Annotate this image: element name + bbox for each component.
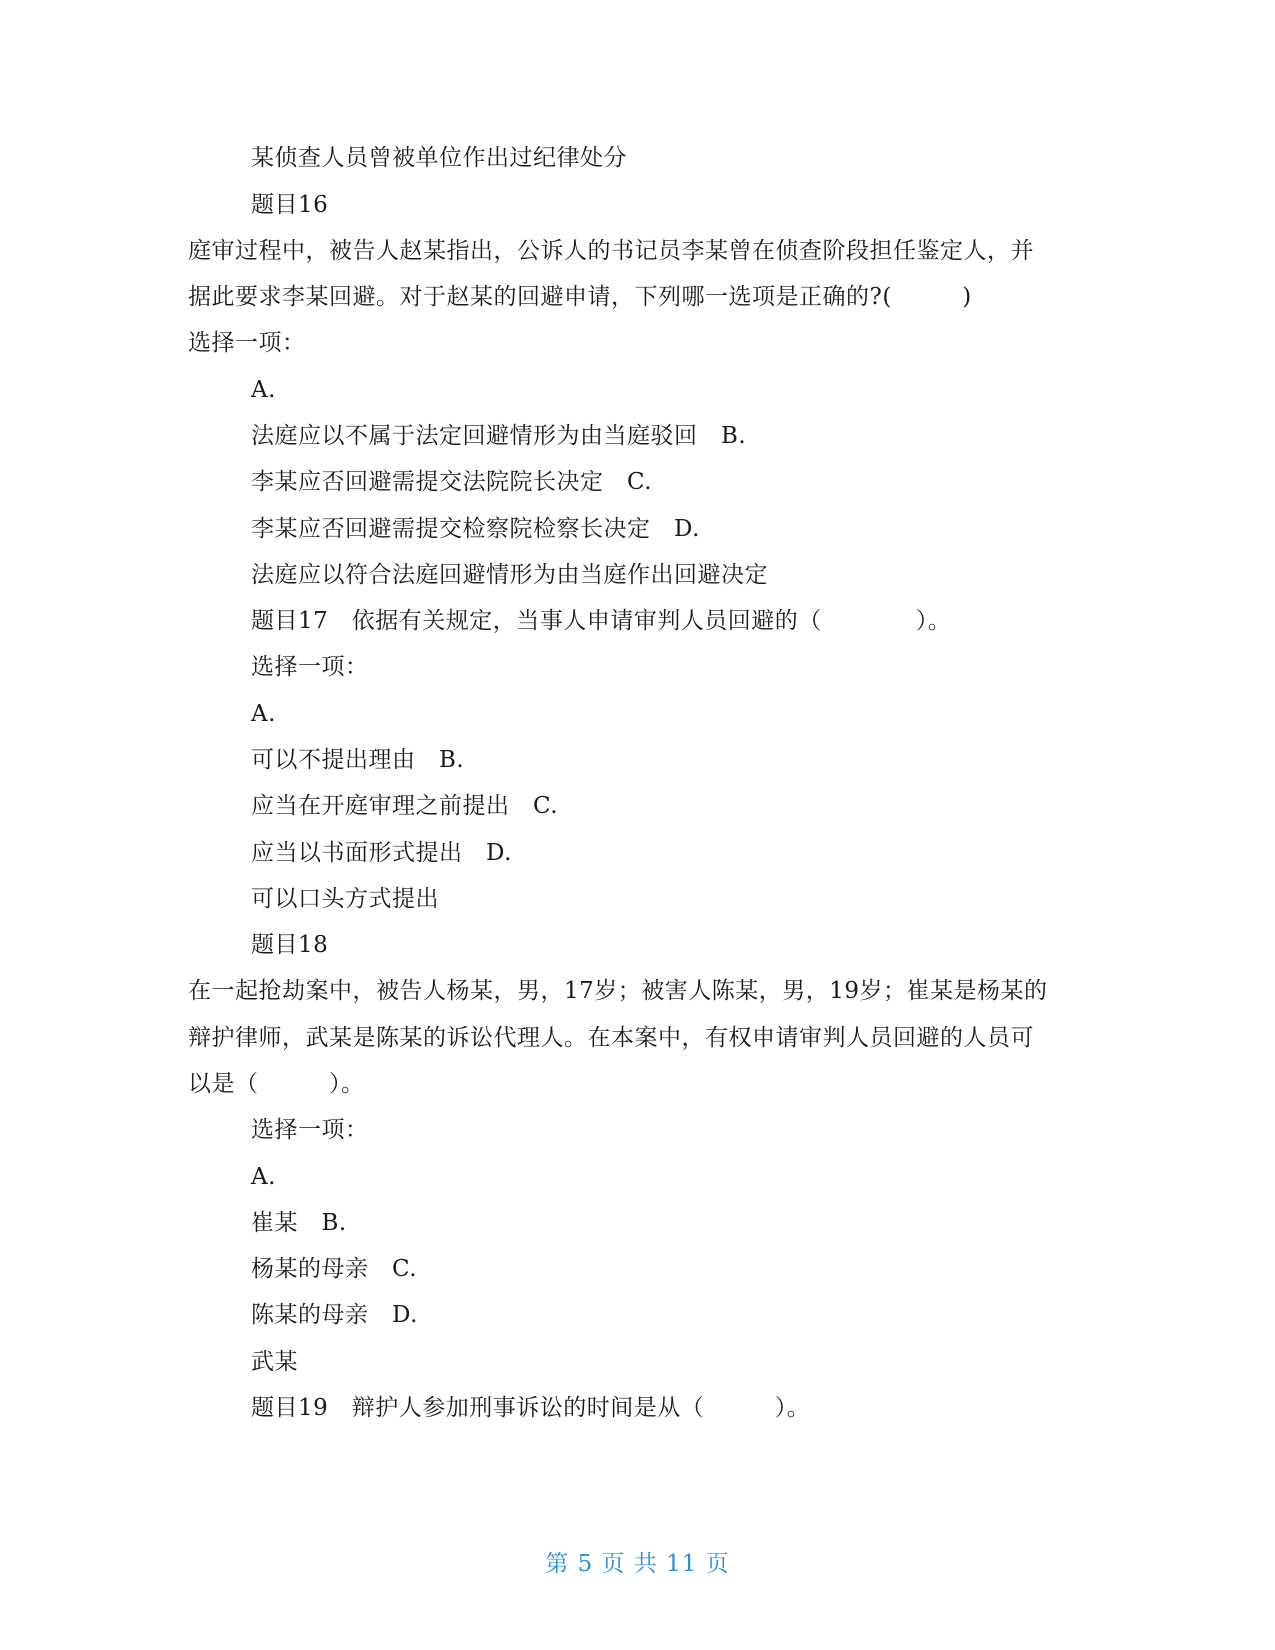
option-line: 可以不提出理由 B. (251, 747, 465, 773)
question-text: 辩护律师，武某是陈某的诉讼代理人。在本案中，有权申请审判人员回避的人员可 (188, 1025, 1034, 1051)
question-text: 以是（ ）。 (188, 1071, 365, 1097)
option-line: 可以口头方式提出 (251, 886, 439, 912)
option-line: 法庭应以符合法庭回避情形为由当庭作出回避决定 (251, 562, 768, 588)
option-line: 法庭应以不属于法定回避情形为由当庭驳回 B. (251, 423, 747, 449)
option-line: A. (251, 1164, 276, 1190)
question-heading: 题目19 辩护人参加刑事诉讼的时间是从（ ）。 (251, 1395, 811, 1421)
question-text: 庭审过程中，被告人赵某指出，公诉人的书记员李某曾在侦查阶段担任鉴定人，并 (188, 238, 1034, 264)
option-line: 陈某的母亲 D. (251, 1302, 418, 1328)
option-line: A. (251, 701, 276, 727)
option-line: A. (251, 377, 276, 403)
page-number: 第 5 页 共 11 页 (545, 1551, 730, 1577)
question-heading: 题目17 依据有关规定，当事人申请审判人员回避的（ ）。 (251, 608, 952, 634)
option-line: 杨某的母亲 C. (251, 1256, 418, 1282)
choose-one-label: 选择一项： (188, 330, 306, 356)
choose-one-label: 选择一项： (251, 654, 369, 680)
question-heading: 题目16 (251, 192, 329, 218)
option-line: 武某 (251, 1349, 298, 1375)
question-heading: 题目18 (251, 932, 329, 958)
option-line: 崔某 B. (251, 1210, 347, 1236)
option-line: 应当在开庭审理之前提出 C. (251, 793, 559, 819)
question-text: 在一起抢劫案中，被告人杨某，男，17岁；被害人陈某，男，19岁；崔某是杨某的 (188, 978, 1048, 1004)
question-text: 据此要求李某回避。对于赵某的回避申请，下列哪一选项是正确的?( ) (188, 284, 972, 310)
option-line: 李某应否回避需提交检察院检察长决定 D. (251, 516, 700, 542)
option-line: 应当以书面形式提出 D. (251, 840, 512, 866)
text-line: 某侦查人员曾被单位作出过纪律处分 (251, 145, 627, 171)
page-footer (0, 1549, 1275, 1579)
option-line: 李某应否回避需提交法院院长决定 C. (251, 469, 653, 495)
choose-one-label: 选择一项： (251, 1117, 369, 1143)
